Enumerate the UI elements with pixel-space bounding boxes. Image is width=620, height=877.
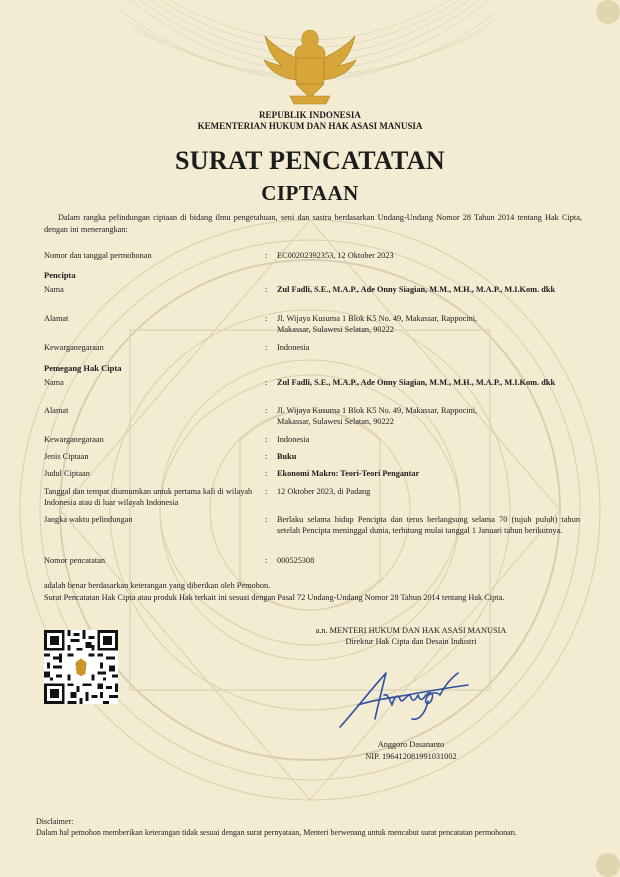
qr-code-icon bbox=[44, 630, 118, 704]
creator-address-value: Jl. Wijaya Kusuma 1 Blok K5 No. 49, Makassar, Rappocini, Makassar, Sulawesi Selatan, 90222 bbox=[277, 314, 478, 334]
creator-name-label: Nama bbox=[44, 285, 64, 294]
creator-name-value: Zul Fadli, S.E., M.A.P., Ade Onny Siagian, M.M., M.H., M.A.P., M.I.Kom. dkk bbox=[277, 285, 556, 294]
holder-nationality-value: Indonesia bbox=[277, 435, 310, 444]
published-value: 12 Oktober 2023, di Padang bbox=[277, 487, 371, 496]
work-type-label: Jenis Ciptaan bbox=[44, 452, 89, 461]
closing-line-1: adalah benar berdasarkan keterangan yang diberikan oleh Pemohon. bbox=[44, 581, 271, 590]
work-title-label: Judul Ciptaan bbox=[44, 469, 90, 478]
colon: : bbox=[265, 452, 268, 461]
signatory-position: Direktur Hak Cipta dan Desain Industri bbox=[345, 637, 477, 646]
intro-paragraph: Dalam rangka pelindungan ciptaan di bidang ilmu pengetahuan, seni dan sastra berdasarkan Undang-Undang Nomor 28 Tahun 2014 tentang Hak Cipta, dengan ini menerangkan: bbox=[44, 213, 582, 234]
ministry-name: KEMENTERIAN HUKUM DAN HAK ASASI MANUSIA bbox=[197, 121, 423, 131]
creator-section-title: Pencipta bbox=[44, 270, 76, 280]
colon: : bbox=[265, 487, 268, 496]
duration-label: Jangka waktu pelindungan bbox=[44, 515, 133, 524]
record-number-value: 000525308 bbox=[277, 556, 315, 565]
holder-address-label: Alamat bbox=[44, 406, 69, 415]
signature-image bbox=[328, 665, 478, 735]
colon: : bbox=[265, 515, 268, 524]
colon: : bbox=[265, 285, 268, 294]
colon: : bbox=[265, 378, 268, 387]
closing-line-2: Surat Pencatatan Hak Cipta atau produk Hak terkait ini sesuai dengan Pasal 72 Undang-Undang Nomor 28 Tahun 2014 tentang Hak Cipta. bbox=[44, 593, 505, 602]
colon: : bbox=[265, 251, 268, 260]
signatory-nip: NIP. 196412081991031002 bbox=[365, 752, 457, 761]
published-label: Tanggal dan tempat diumumkan untuk pertama kali di wilayah Indonesia atau di luar wilayah Indonesia bbox=[44, 487, 253, 507]
garuda-emblem-icon bbox=[264, 30, 356, 104]
work-type-value: Buku bbox=[277, 452, 297, 461]
colon: : bbox=[265, 314, 268, 323]
country-name: REPUBLIK INDONESIA bbox=[258, 110, 362, 120]
colon: : bbox=[265, 469, 268, 478]
disclaimer-text: Dalam hal pemohon memberikan keterangan tidak sesuai dengan surat pernyataan, Menteri berwenang untuk mencabut surat pencatatan permohonan. bbox=[36, 828, 517, 837]
colon: : bbox=[265, 556, 268, 565]
holder-address-value: Jl. Wijaya Kusuma 1 Blok K5 No. 49, Makassar, Rappocini, Makassar, Sulawesi Selatan, 90222 bbox=[277, 406, 478, 426]
creator-nationality-label: Kewarganegaraan bbox=[44, 343, 104, 352]
application-value: EC00202392353, 12 Oktober 2023 bbox=[277, 251, 394, 260]
on-behalf-line: a.n. MENTERI HUKUM DAN HAK ASASI MANUSIA bbox=[315, 626, 507, 635]
disclaimer-title: Disclaimer: bbox=[36, 817, 74, 826]
duration-value: Berlaku selama hidup Pencipta dan terus berlangsung selama 70 (tujuh puluh) tahun setelah Pencipta meninggal dunia, terhitung mulai tanggal 1 Januari tahun berikutnya. bbox=[277, 515, 580, 535]
signatory-name: Anggoro Dasananto bbox=[377, 740, 445, 749]
holder-nationality-label: Kewarganegaraan bbox=[44, 435, 104, 444]
colon: : bbox=[265, 343, 268, 352]
record-number-label: Nomor pencatatan bbox=[44, 556, 106, 565]
colon: : bbox=[265, 406, 268, 415]
application-label: Nomor dan tanggal permohonan bbox=[44, 251, 152, 260]
creator-nationality-value: Indonesia bbox=[277, 343, 310, 352]
holder-name-label: Nama bbox=[44, 378, 64, 387]
holder-name-value: Zul Fadli, S.E., M.A.P., Ade Onny Siagian, M.M., M.H., M.A.P., M.I.Kom. dkk bbox=[277, 378, 556, 387]
creator-address-label: Alamat bbox=[44, 314, 69, 323]
colon: : bbox=[265, 435, 268, 444]
document-subtitle: CIPTAAN bbox=[261, 181, 359, 205]
holder-section-title: Pemegang Hak Cipta bbox=[44, 363, 122, 373]
work-title-value: Ekonomi Makro: Teori-Teori Pengantar bbox=[277, 469, 420, 478]
document-title: SURAT PENCATATAN bbox=[175, 146, 445, 175]
